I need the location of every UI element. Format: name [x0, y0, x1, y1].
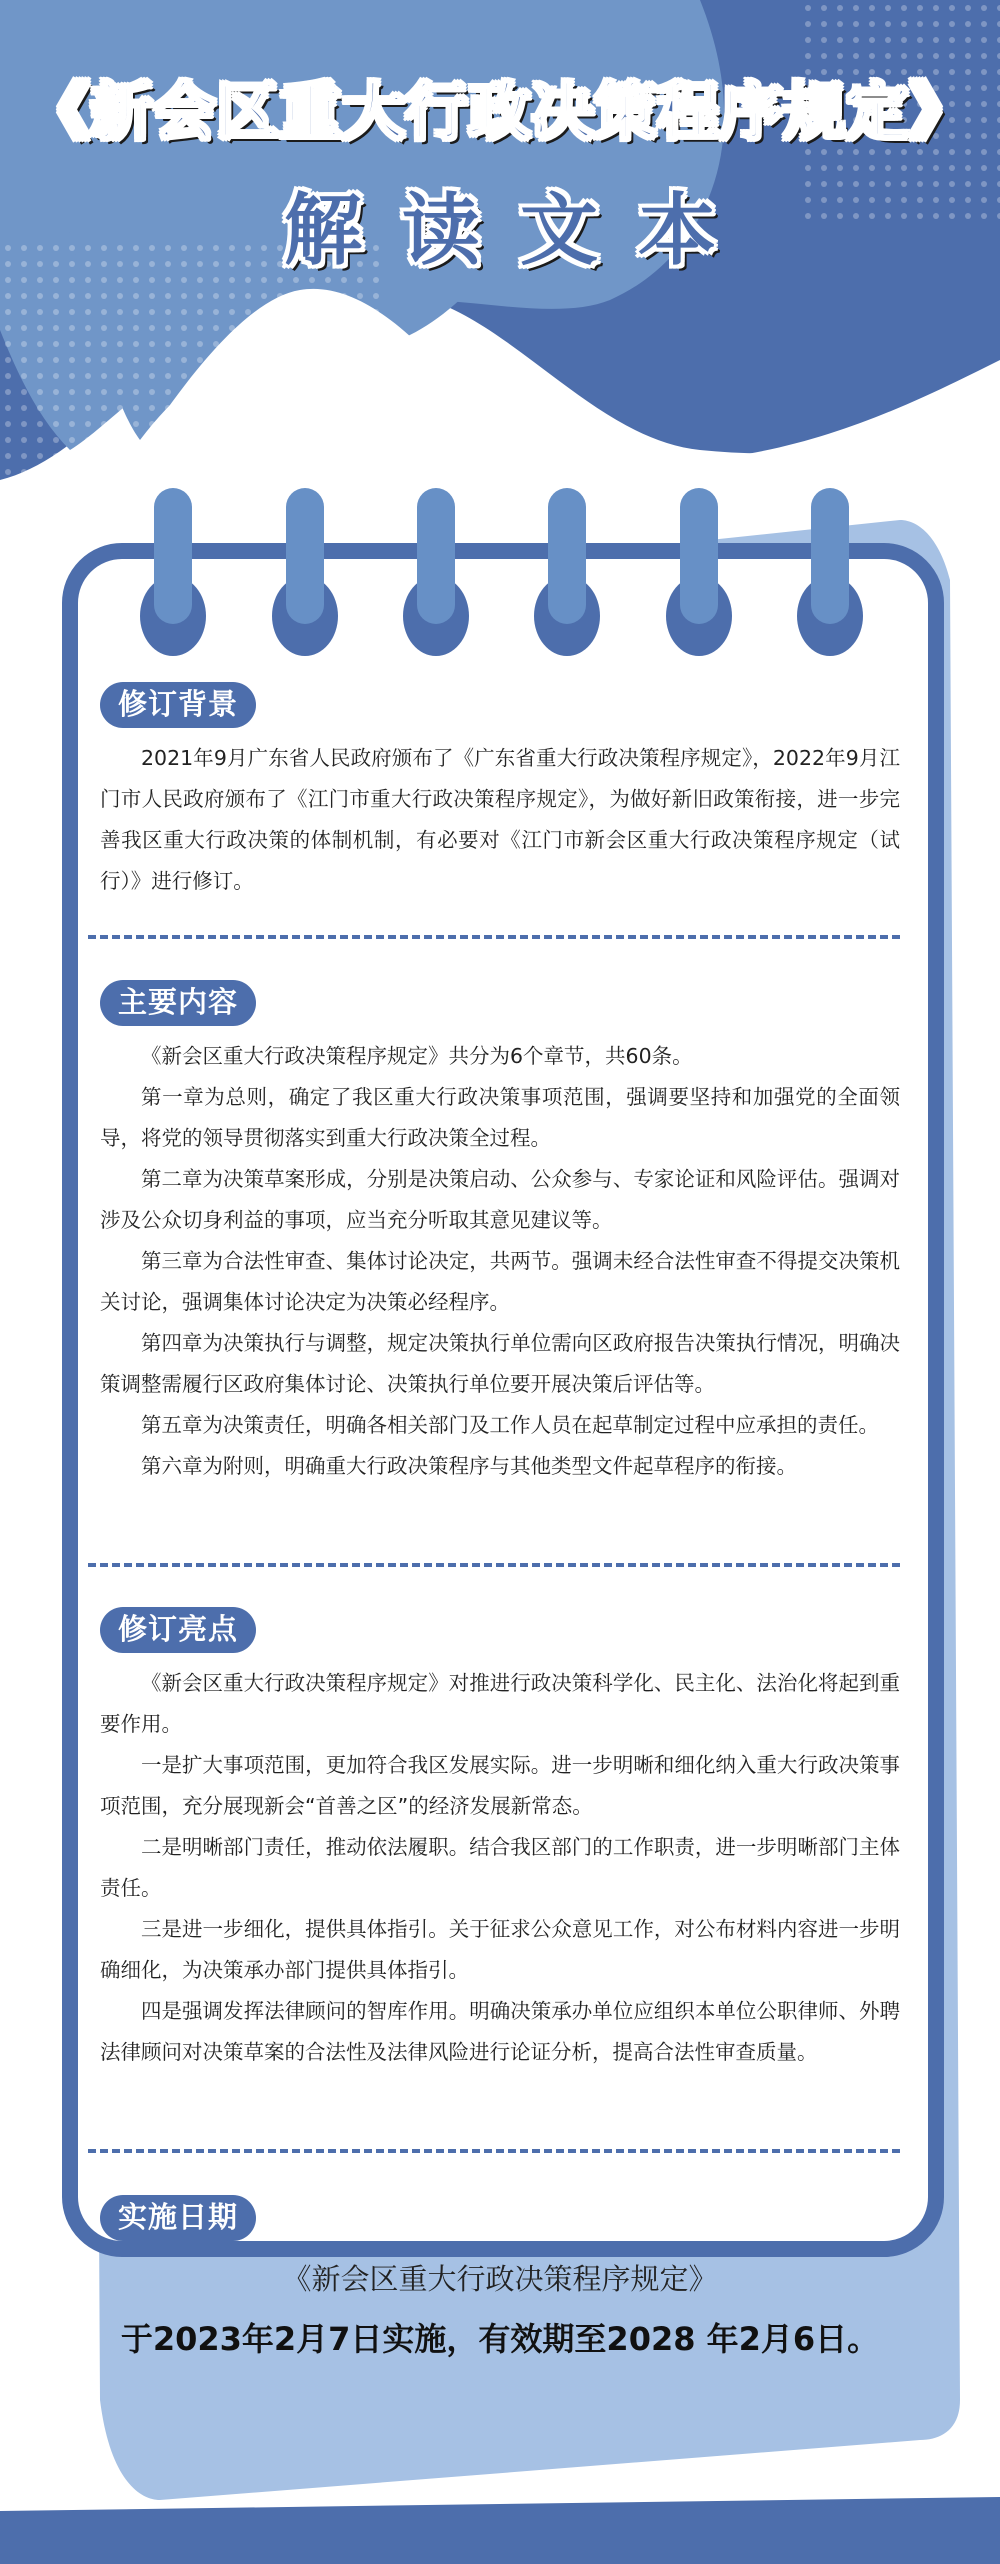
paragraph: 《新会区重大行政决策程序规定》对推进行政决策科学化、民主化、法治化将起到重要作用。	[100, 1671, 900, 1736]
paragraph: 《新会区重大行政决策程序规定》共分为6个章节，共60条。	[141, 1044, 693, 1068]
paragraph: 2021年9月广东省人民政府颁布了《广东省重大行政决策程序规定》，2022年9月江门市人民政府颁布了《江门市重大行政决策程序规定》，为做好新旧政策衔接，进一步完善我区重大行政决策的体制机制，有必要对《江门市新会区重大行政决策程序规定（试行）》进行修订。	[100, 746, 900, 893]
paragraph: 第六章为附则，明确重大行政决策程序与其他类型文件起草程序的衔接。	[141, 1454, 797, 1478]
paragraph: 第一章为总则，确定了我区重大行政决策事项范围，强调要坚持和加强党的全面领导，将党的领导贯彻落实到重大行政决策全过程。	[100, 1085, 900, 1150]
section-revision-background	[100, 682, 900, 902]
poster-title: 《新会区重大行政决策程序规定》	[27, 75, 973, 148]
dashed-divider	[88, 2149, 900, 2153]
section-title-pill: 修订背景	[100, 682, 256, 728]
paragraph: 第三章为合法性审查、集体讨论决定，共两节。强调未经合法性审查不得提交决策机关讨论，强调集体讨论决定为决策必经程序。	[100, 1249, 900, 1314]
paragraph: 三是进一步细化，提供具体指引。关于征求公众意见工作，对公布材料内容进一步明确细化，为决策承办部门提供具体指引。	[100, 1917, 900, 1982]
paragraph: 第二章为决策草案形成，分别是决策启动、公众参与、专家论证和风险评估。强调对涉及公众切身利益的事项，应当充分听取其意见建议等。	[100, 1167, 900, 1232]
paragraph: 二是明晰部门责任，推动依法履职。结合我区部门的工作职责，进一步明晰部门主体责任。	[100, 1835, 900, 1900]
paragraph: 一是扩大事项范围，更加符合我区发展实际。进一步明晰和细化纳入重大行政决策事项范围，充分展现新会“首善之区”的经济发展新常态。	[100, 1753, 900, 1818]
paragraph: 第四章为决策执行与调整，规定决策执行单位需向区政府报告决策执行情况，明确决策调整需履行区政府集体讨论、决策执行单位要开展决策后评估等。	[100, 1331, 900, 1396]
dashed-divider	[88, 1563, 900, 1567]
section-main-content	[100, 980, 900, 1487]
paragraph: 第五章为决策责任，明确各相关部门及工作人员在起草制定过程中应承担的责任。	[141, 1413, 879, 1437]
section-title-pill: 实施日期	[100, 2195, 256, 2241]
section-revision-highlights	[100, 1607, 900, 2073]
section-title-pill: 主要内容	[100, 980, 256, 1026]
effective-date-text: 于2023年2月7日实施，有效期至2028 年2月6日。	[120, 2320, 880, 2358]
dashed-divider	[88, 935, 900, 939]
section-effective-date	[100, 2195, 900, 2363]
poster-subtitle: 解读文本	[283, 186, 756, 276]
section-title-pill: 修订亮点	[100, 1607, 256, 1653]
paragraph: 四是强调发挥法律顾问的智库作用。明确决策承办单位应组织本单位公职律师、外聘法律顾问对决策草案的合法性及法律风险进行论证分析，提高合法性审查质量。	[100, 1999, 900, 2064]
regulation-name: 《新会区重大行政决策程序规定》	[282, 2262, 718, 2296]
